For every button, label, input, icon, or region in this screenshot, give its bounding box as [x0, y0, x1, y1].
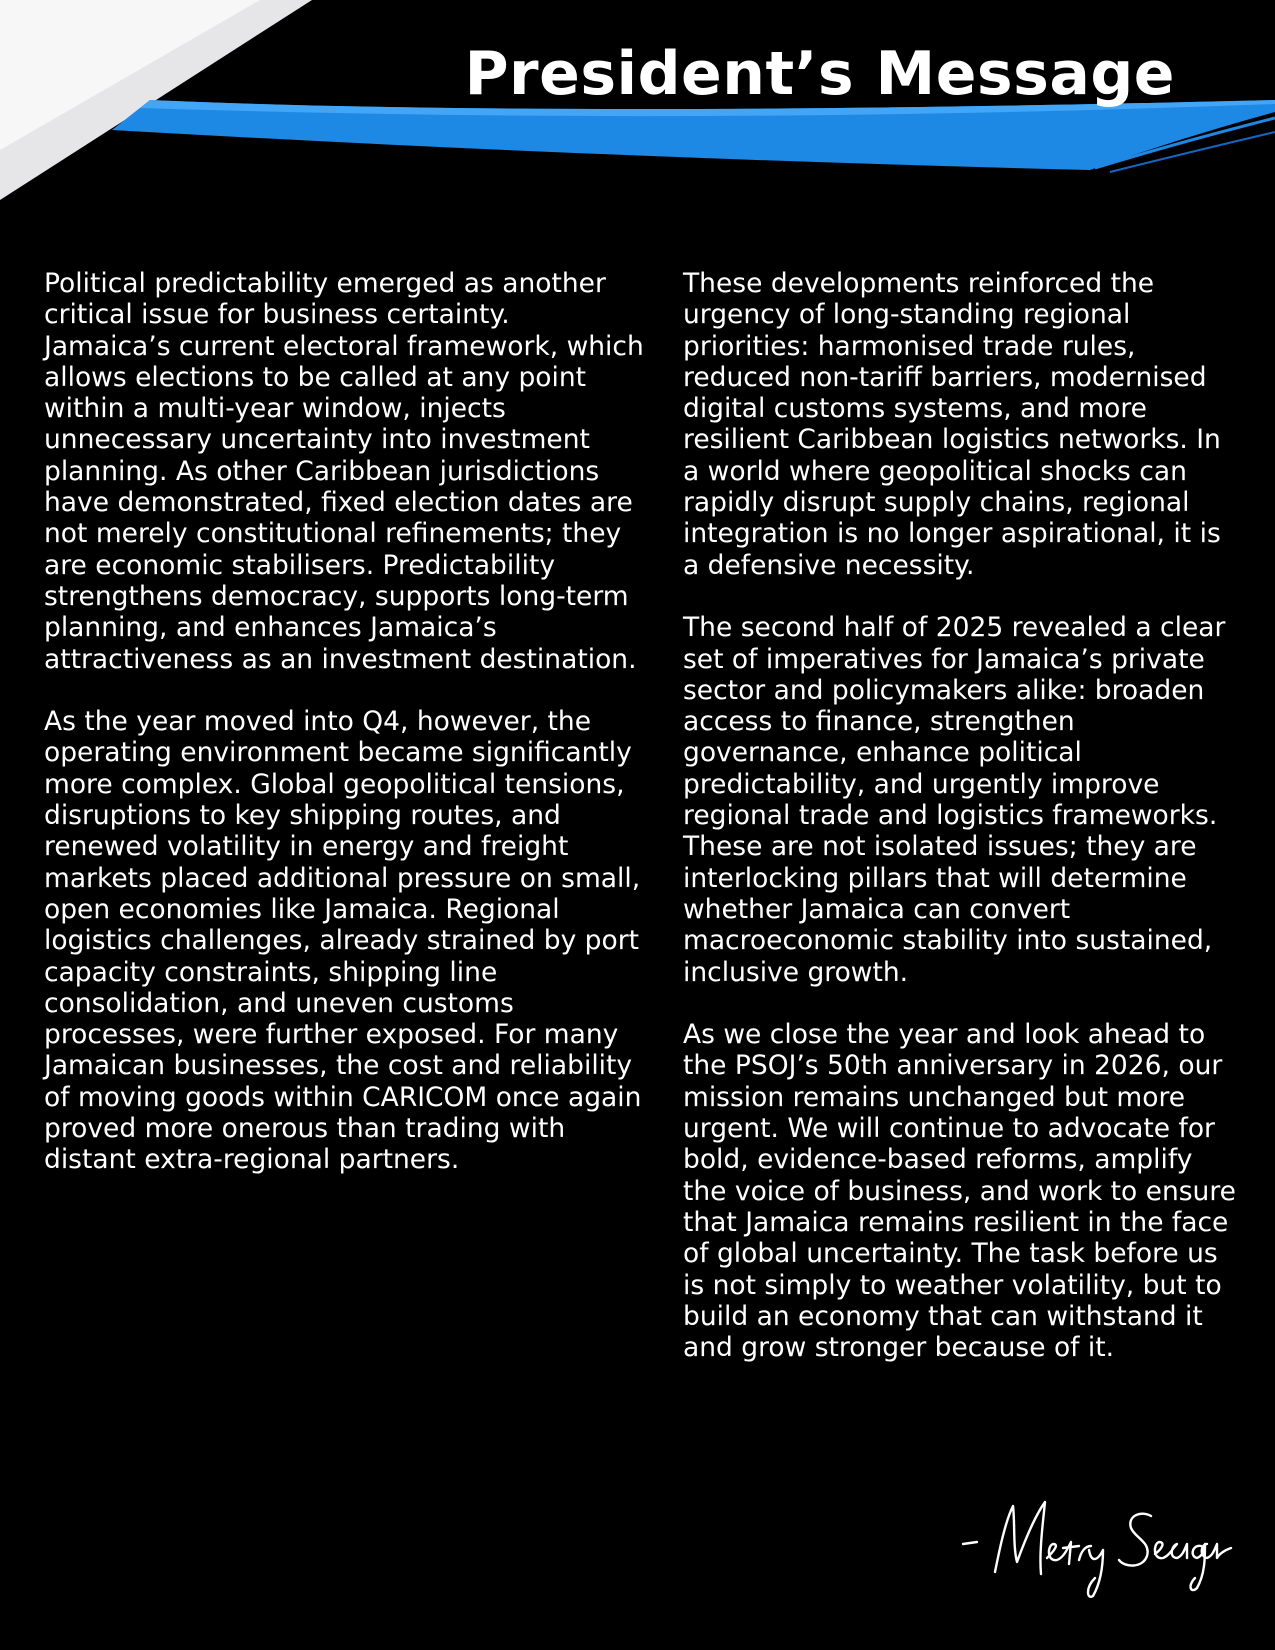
- left-paragraph-2: As the year moved into Q4, however, the operating environment became significantly more complex. Global geopolitical tensions, disruptions to key shipping routes, and renewed volatility in energy and freight markets placed additional pressure on small, open economies like Jamaica. Regional logistics challenges, already strained by port capacity constraints, shipping line consolidation, and uneven customs processes, were further exposed. For many Jamaican businesses, the cost and reliability of moving goods within CARICOM once again proved more onerous than trading with distant extra-regional partners.: [44, 706, 642, 1176]
- header-swoosh-graphic: [0, 0, 1275, 220]
- signature: [955, 1492, 1245, 1602]
- right-paragraph-3: As we close the year and look ahead to the PSOJ’s 50th anniversary in 2026, our mission remains unchanged but more urgent. We will continue to advocate for bold, evidence-based reforms, amplify the voice of business, and work to ensure that Jamaica remains resilient in the face of global uncertainty. The task before us is not simply to weather volatility, but to build an economy that can withstand it and grow stronger because of it.: [683, 1019, 1236, 1364]
- left-column: [44, 268, 644, 1207]
- page-title: President’s Message: [464, 39, 1175, 109]
- right-column: [683, 268, 1243, 1395]
- right-paragraph-2: The second half of 2025 revealed a clear set of imperatives for Jamaica’s private sector and policymakers alike: broaden access to finance, strengthen governance, enhance political predictability, and urgently improve regional trade and logistics frameworks. These are not isolated issues; they are interlocking pillars that will determine whether Jamaica can convert macroeconomic stability into sustained, inclusive growth.: [683, 612, 1226, 988]
- right-paragraph-1: These developments reinforced the urgency of long-standing regional priorities: harmonised trade rules, reduced non-tariff barriers, modernised digital customs systems, and more resilient Caribbean logistics networks. In a world where geopolitical shocks can rapidly disrupt supply chains, regional integration is no longer aspirational, it is a defensive necessity.: [683, 268, 1221, 581]
- left-paragraph-1: Political predictability emerged as another critical issue for business certainty. Jamaica’s current electoral framework, which allows elections to be called at any point within a multi-year window, injects unnecessary uncertainty into investment planning. As other Caribbean jurisdictions have demonstrated, fixed election dates are not merely constitutional refinements; they are economic stabilisers. Predictability strengthens democracy, supports long-term planning, and enhances Jamaica’s attractiveness as an investment destination.: [44, 268, 644, 675]
